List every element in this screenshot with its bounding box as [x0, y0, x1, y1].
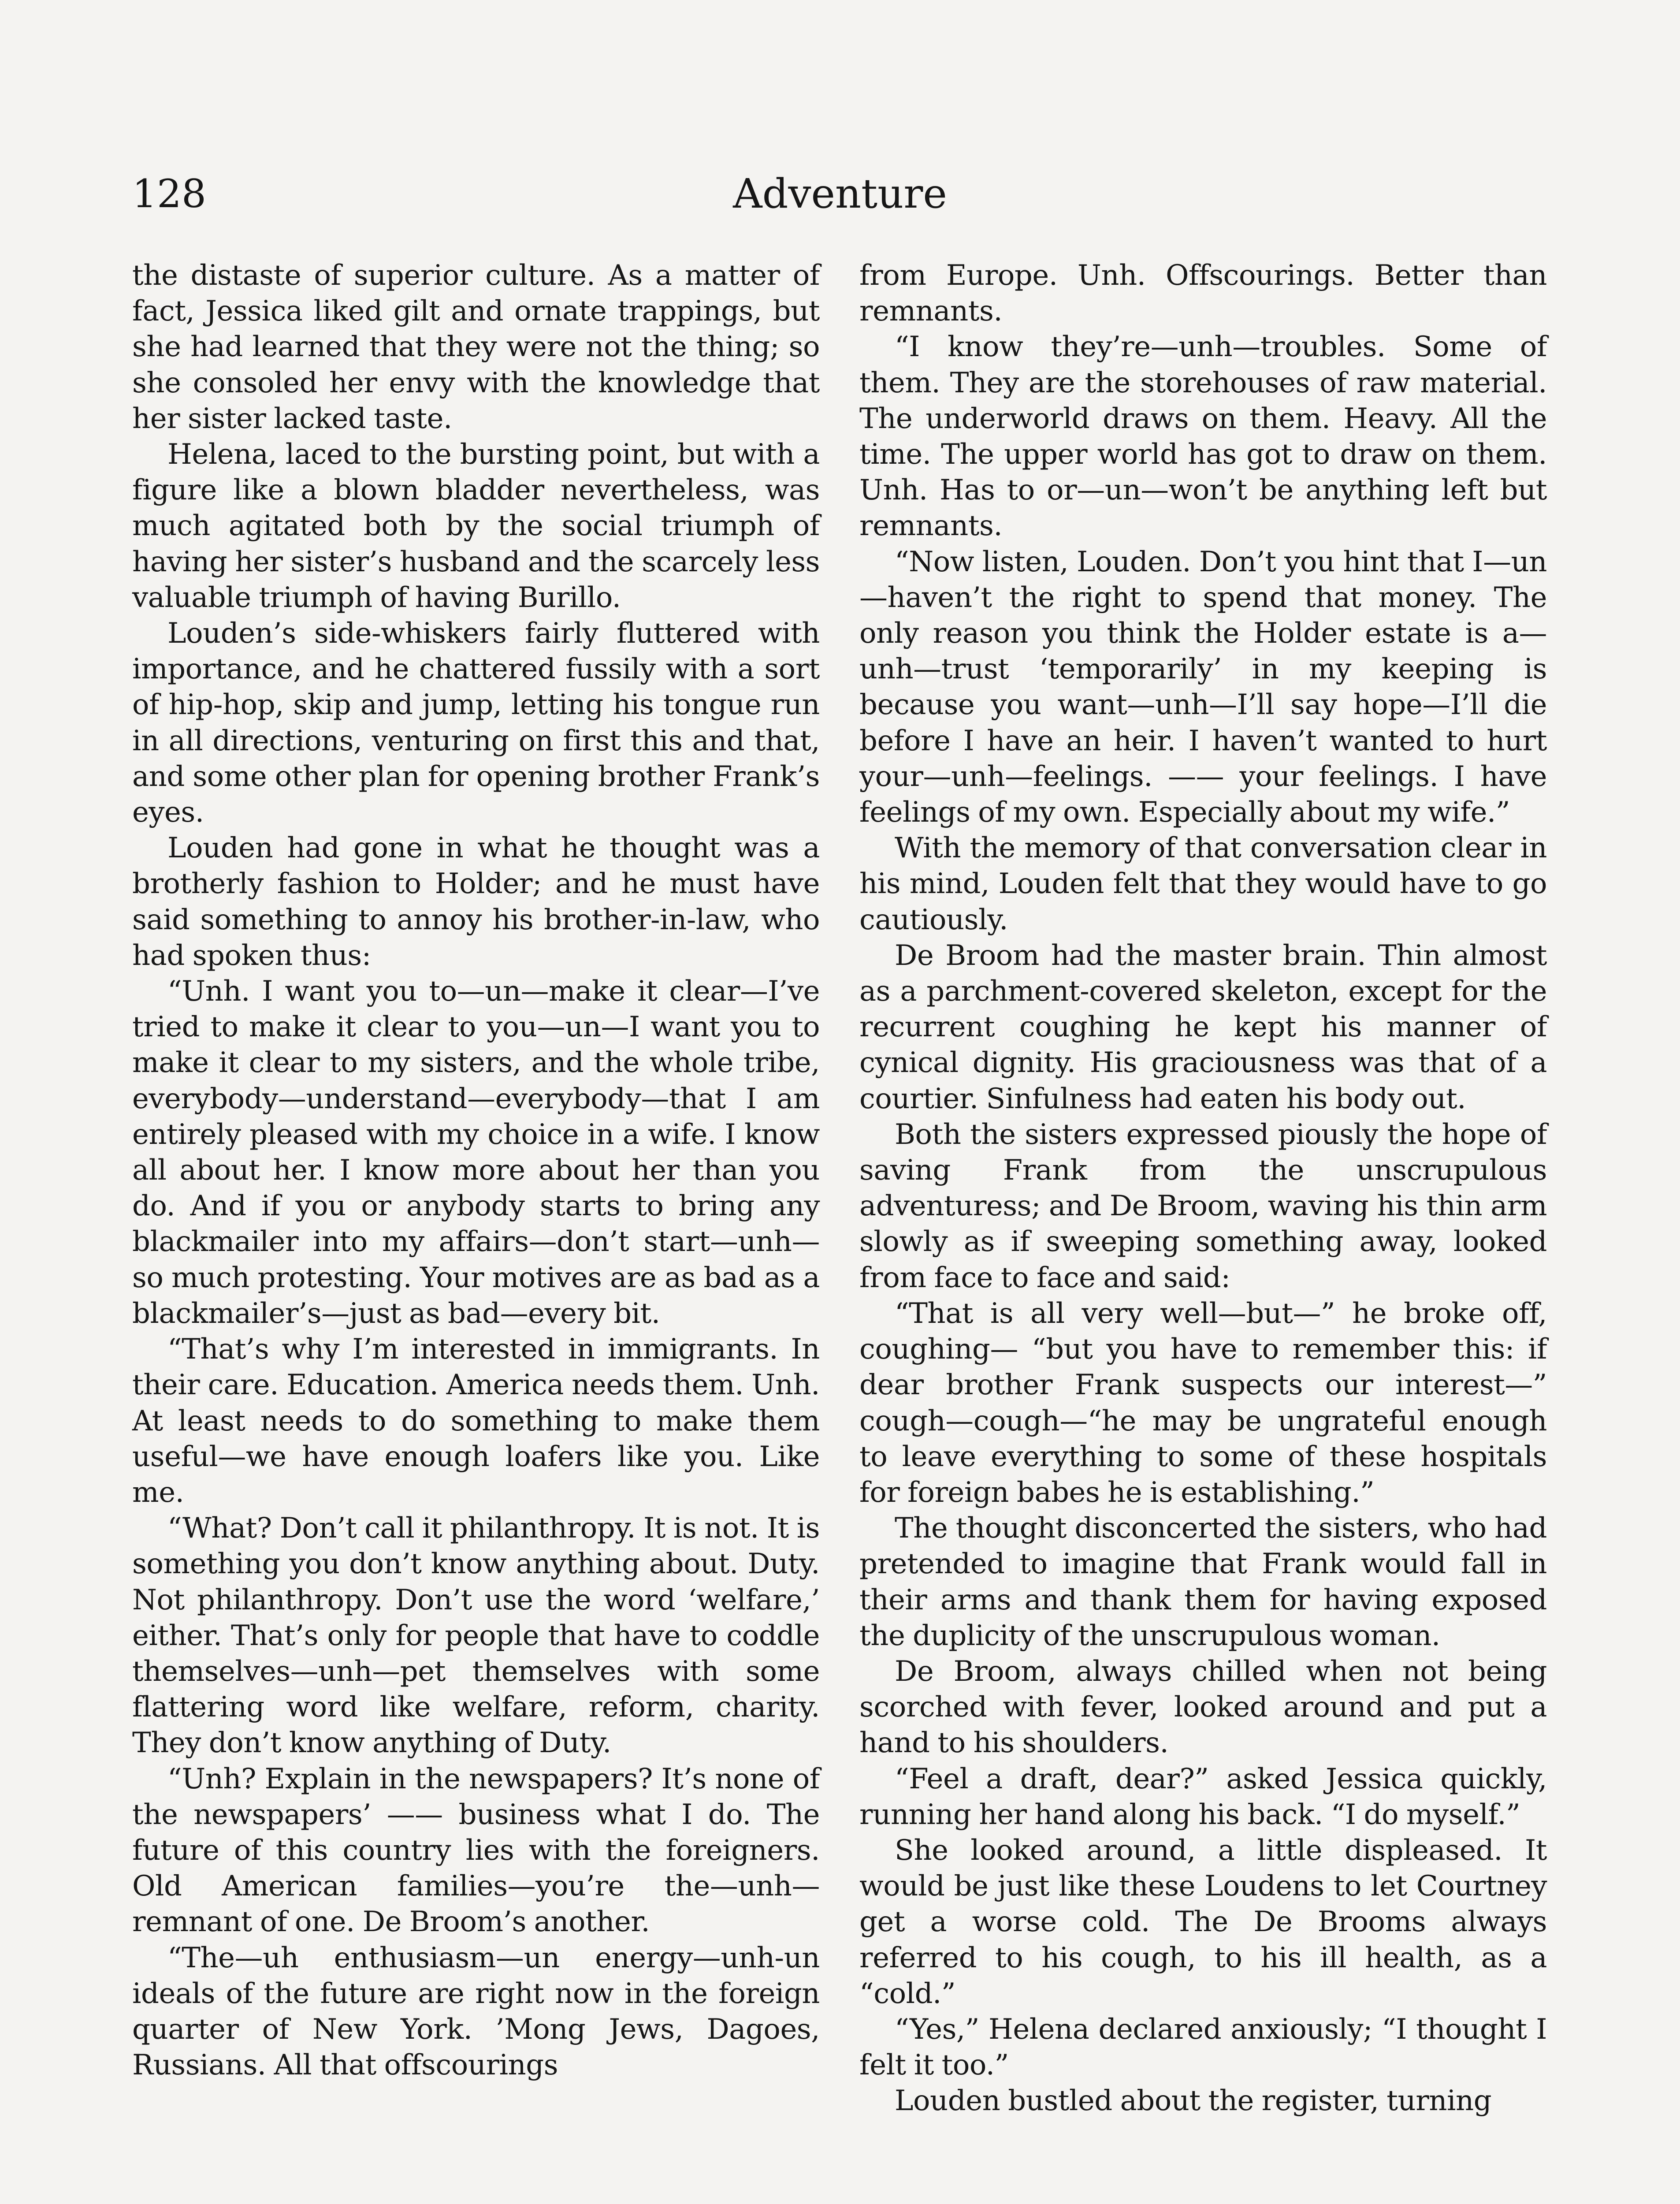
- paragraph: “What? Don’t call it philanthropy. It is not. It is something you don’t know anything about. Duty. Not philanthropy. Don’t use the word ‘welfare,’ either. That’s only for people that have to coddle themselves—unh—pet themselves with some flattering word like welfare, reform, charity. They don’t know anything of Duty.: [132, 1512, 820, 1760]
- page-number: 128: [132, 171, 206, 216]
- paragraph: With the memory of that conversation clear in his mind, Louden felt that they would have to go cautiously.: [859, 832, 1547, 936]
- paragraph: She looked around, a little displeased. It would be just like these Loudens to let Courtney get a worse cold. The De Brooms always referred to his cough, to his ill health, as a “cold.”: [859, 1834, 1547, 2010]
- paragraph: “That’s why I’m interested in immigrants. In their care. Education. America needs them. Unh. At least needs to do something to make them useful—we have enough loafers like you. Like me.: [132, 1333, 820, 1509]
- paragraph: “Feel a draft, dear?” asked Jessica quickly, running her hand along his back. “I do myself.”: [859, 1762, 1547, 1831]
- paragraph: “That is all very well—but—” he broke off, coughing— “but you have to remember this: if dear brother Frank suspects our interest—” cough—cough—“he may be ungrateful enough to leave everything to some of these hospitals for foreign babes he is establishing.”: [859, 1297, 1547, 1509]
- paragraph: from Europe. Unh. Offscourings. Better than remnants.: [859, 259, 1547, 328]
- paragraph: The thought disconcerted the sisters, who had pretended to imagine that Frank would fall in their arms and thank them for having exposed the duplicity of the unscrupulous woman.: [859, 1512, 1547, 1652]
- paragraph: the distaste of superior culture. As a matter of fact, Jessica liked gilt and ornate trappings, but she had learned that they were not the thing; so she consoled her envy with the knowledge that her sister lacked taste.: [132, 259, 820, 435]
- text-column-right: [859, 258, 1547, 2119]
- paragraph: “Now listen, Louden. Don’t you hint that I—un—haven’t the right to spend that money. The only reason you think the Holder estate is a—unh—trust ‘temporarily’ in my keeping is because you want—unh—I’ll say hope—I’ll die before I have an heir. I haven’t wanted to hurt your—unh—feelings. —— your feelings. I have feelings of my own. Especially about my wife.”: [859, 545, 1547, 829]
- paragraph: “Unh? Explain in the newspapers? It’s none of the newspapers’ —— business what I do. The future of this country lies with the foreigners. Old American families—you’re the—unh—remnant of one. De Broom’s another.: [132, 1762, 820, 1939]
- paragraph: De Broom, always chilled when not being scorched with fever, looked around and put a hand to his shoulders.: [859, 1655, 1547, 1760]
- paragraph: “I know they’re—unh—troubles. Some of them. They are the storehouses of raw material. The underworld draws on them. Heavy. All the time. The upper world has got to draw on them. Unh. Has to or—un—won’t be anything left but remnants.: [859, 331, 1547, 543]
- paragraph: “Unh. I want you to—un—make it clear—I’ve tried to make it clear to you—un—I want you to make it clear to my sisters, and the whole tribe, everybody—understand—everybody—that I am entirely pleased with my choice in a wife. I know all about her. I know more about her than you do. And if you or anybody starts to bring any blackmailer into my affairs—don’t start—unh—so much protesting. Your motives are as bad as a blackmailer’s—just as bad—every bit.: [132, 975, 820, 1330]
- running-header: [132, 168, 1548, 225]
- paragraph: Louden bustled about the register, turning: [895, 2085, 1492, 2118]
- paragraph: Louden had gone in what he thought was a brotherly fashion to Holder; and he must have said something to annoy his brother-in-law, who had spoken thus:: [132, 832, 820, 972]
- text-column-left: [132, 258, 820, 2083]
- paragraph: “Yes,” Helena declared anxiously; “I thought I felt it too.”: [859, 2013, 1547, 2082]
- paragraph: Louden’s side-whiskers fairly fluttered with importance, and he chattered fussily with a sort of hip-hop, skip and jump, letting his tongue run in all directions, venturing on first this and that, and some other plan for opening brother Frank’s eyes.: [132, 617, 820, 829]
- paragraph: Helena, laced to the bursting point, but with a figure like a blown bladder nevertheless, was much agitated both by the social triumph of having her sister’s husband and the scarcely less valuable triumph of having Burillo.: [132, 438, 820, 614]
- page-title: Adventure: [733, 170, 947, 217]
- paragraph: “The—uh enthusiasm—un energy—unh-un ideals of the future are right now in the foreign quarter of New York. ’Mong Jews, Dagoes, Russians. All that offscourings: [132, 1941, 820, 2082]
- paragraph: De Broom had the master brain. Thin almost as a parchment-covered skeleton, except for the recurrent coughing he kept his manner of cynical dignity. His graciousness was that of a courtier. Sinfulness had eaten his body out.: [859, 939, 1547, 1115]
- paragraph: Both the sisters expressed piously the hope of saving Frank from the unscrupulous adventuress; and De Broom, waving his thin arm slowly as if sweeping something away, looked from face to face and said:: [859, 1118, 1547, 1294]
